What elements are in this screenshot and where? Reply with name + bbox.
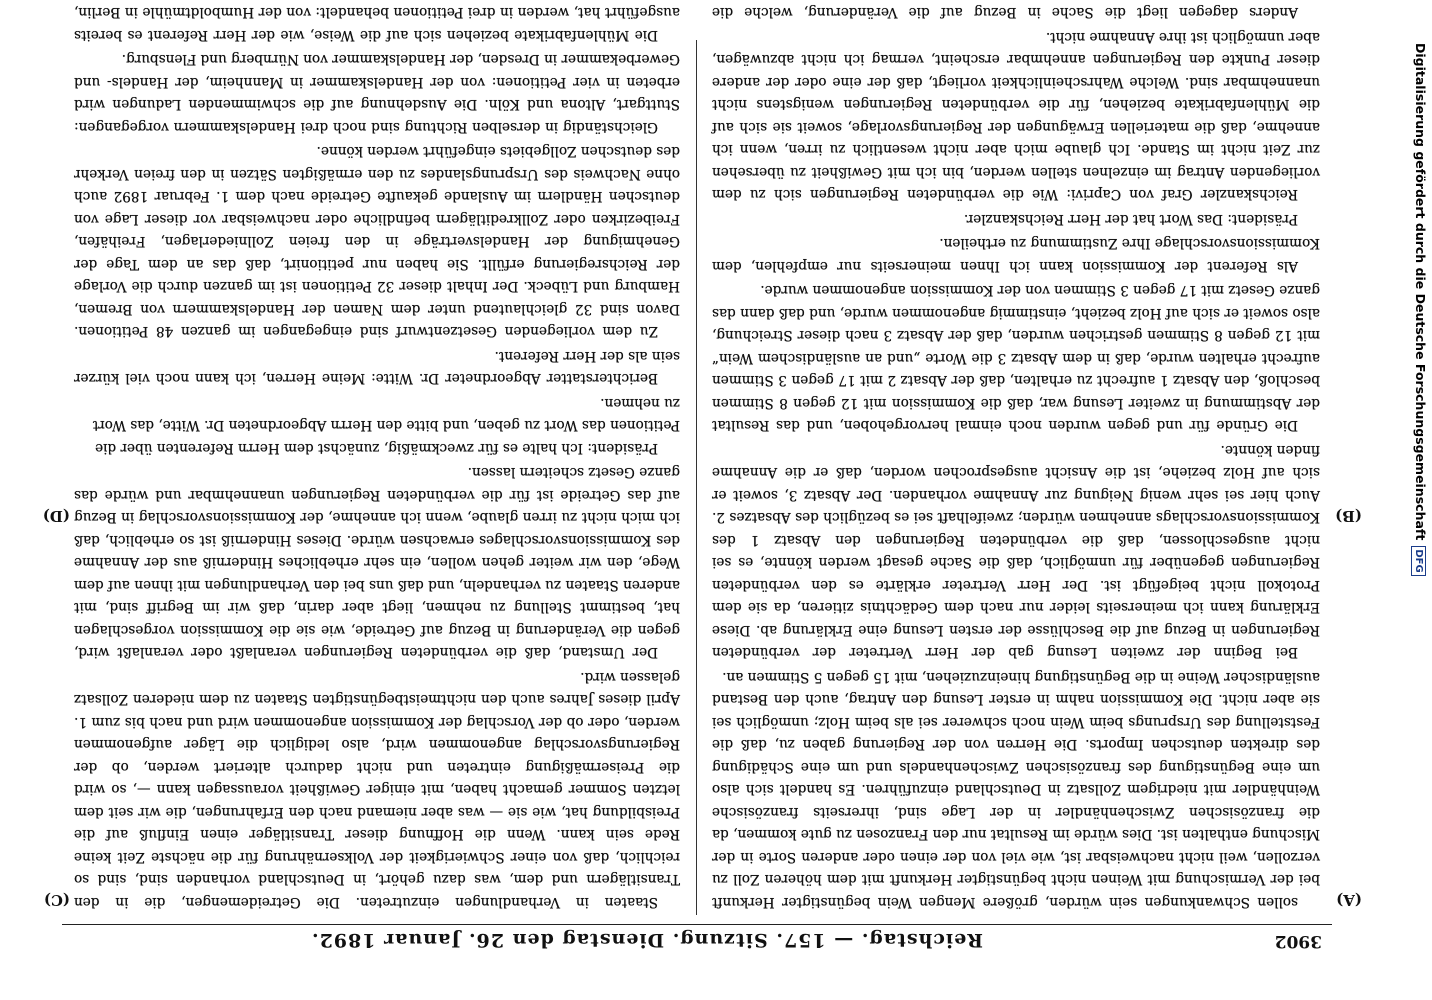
right-column xyxy=(74,4,680,913)
speaker-paragraph: Reichskanzler Graf von Caprivi: Wie die verbündeten Regierungen sich zu dem vorliegenden Antrag im einzelnen stellen werden, bin ich mit Gewißheit zu übersehen zur Zeit nicht im Stande. Ich glaube mich aber nicht wesentlich zu irren, wenn ich annehme, daß die materiellen Erwägungen der Regierungsvorlage, soweit sie sich auf die Mühlenfabrikate beziehen, für die verbündeten Regierungen wenigstens nicht unannehmbar sind. Welche Wahrscheinlichkeit vorliegt, daß der eine oder der andere dieser Punkte den Regierungen annehmbar erscheint, vermag ich nicht abzuwägen, aber unmöglich ist ihre Annahme nicht. xyxy=(712,29,1320,203)
paragraph: Die Mühlenfabrikate beziehen sich auf die Weise, wie der Herr Referent es bereits ausgeführt hat, werden in drei Petitionen behandelt: von der Humboldtmühle in Berlin, xyxy=(74,4,680,43)
paragraph: Als Referent der Kommission kann ich Ihnen meinerseits nur empfehlen, dem Kommissionsvorschlage Ihre Zustimmung zu ertheilen. xyxy=(712,235,1320,274)
paragraph: Gleichständig in derselben Richtung sind noch drei Handelskammern vorgegangen: Stuttgart, Altona und Köln. Die Ausdehnung auf die schwimmenden Ladungen wird erbeten in vier Petitionen: von der Handelskammer in Mannheim, der Handels- und Gewerbekammer in Dresden, der Handelskammer von Nürnberg und Flensburg. xyxy=(74,51,680,135)
paragraph: sollen Schwankungen sein würden, größere Mengen Wein begünstigter Herkunft bei der Vermischung mit Weinen nicht begünstigter Herkunft mit dem höheren Zoll zu verzollen, weil nicht nachweisbar ist, wie viel von der einen oder anderen Sorte in der Mischung enthalten ist. Dies würde im Resultat nur den Franzosen zu gute kommen, da die französischen Zwischenhändler in der Lage sind, ihrerseits französische Weinhändler mit niedrigem Zollsatz in Deutschland einzuführen. Es handelt sich also um eine Begünstigung des französischen Zwischenhandels und um eine Schädigung des direkten deutschen Imports. Die Herren von der Regierung gaben zu, daß die Feststellung des Ursprungs beim Wein noch schwerer sei als beim Holz; unmöglich sei sie aber nicht. Die Kommission nahm in erster Lesung den Antrag, auch den Bestand ausländischer Weine in die Begünstigung hineinzuziehen, mit 15 gegen 5 Stimmen an. xyxy=(712,669,1320,910)
paragraph: Anders dagegen liegt die Sache in Bezug auf die Veränderung, welche die xyxy=(712,4,1298,21)
document-page xyxy=(42,4,1362,955)
paragraph: Zu dem vorliegenden Gesetzentwurf sind eingegangen im ganzen 48 Petitionen. Davon sind 32 gleichlautend unter dem Namen der Handelskammern von Bremen, Hamburg und Lübeck. Der Inhalt dieser 32 Petitionen ist im ganzen durch die Vorlage der Reichsregierung erfüllt. Sie haben nur petitionirt, daß das an dem Tage der Genehmigung der Handelsverträge in den freien Zollniederlagen, Freihäfen, Freibezirken oder Zollkreditlägern befindliche oder nachweisbar vor dieser Lage von deutschen Händlern im Auslande gekaufte Getreide nach dem 1. Februar 1892 auch ohne Nachweis des Ursprungslandes zu den ermäßigten Sätzen in den freien Verkehr des deutschen Zollgebiets eingeführt werden könne. xyxy=(74,143,680,340)
speaker-paragraph: Präsident: Das Wort hat der Herr Reichskanzler. xyxy=(963,211,1298,227)
paragraph: Bei Beginn der zweiten Lesung gab der Herr Vertreter der verbündeten Regierungen in Bezug auf die Beschlüsse der ersten Lesung eine Erklärung ab. Diese Erklärung kann ich meinerseits leider nur nach dem Gedächtnis zitieren, da sie dem Protokoll nicht beigefügt ist. Der Herr Vertreter erklärte es den verbündeten Regierungen gegenüber für unmöglich, daß die Sache gesagt werden könnte, es sei nicht ausgeschlossen, daß die verbündeten Regierungen den Absatz 1 des Kommissionsvorschlags annehmen würden; zweifelhaft sei es bezüglich des Absatzes 2. Auch hier sei sehr wenig Neigung zur Annahme vorhanden. Der Absatz 3, soweit er sich auf Holz beziehe, ist die Ansicht ausgesprochen worden, daß er die Annahme finden könnte. xyxy=(712,442,1320,661)
paragraph: Der Umstand, daß die verbündeten Regierungen veranlaßt oder veranlaßt wird, gegen die Veränderung in Bezug auf Getreide, wie sie die Kommission vorgeschlagen hat, bestimmt Stellung zu nehmen, liegt aber darin, daß wir im Begriff sind, mit anderen Staaten zu verhandeln, und daß uns bei den Verhandlungen mit ihnen auf dem Wege, den wir weiter gehen wollen, ein sehr erhebliches Hinderniß aus der Annahme des Kommissionsvorschlages erwachsen würde. Dieses Hinderniß ist so erheblich, daß ich mich nicht zu irren glaube, wenn ich annehme, der Kommissionsvorschlag in Bezug auf das Getreide ist für die verbündeten Regierungen unannehmbar und würde das ganze Gesetz scheitern lassen. xyxy=(74,464,680,661)
margin-mark-c: (C) xyxy=(43,891,70,909)
paragraph: Die Gründe für und gegen wurden noch einmal hervorgehoben, und das Resultat der Abstimmung in zweiter Lesung war, daß die Kommission mit 12 gegen 8 Stimmen beschloß, den Absatz 1 aufrecht zu erhalten, daß der Absatz 2 mit 17 gegen 3 Stimmen aufrecht erhalten wurde, daß in dem Absatz 3 die Worte „und an ausländischem Wein“ mit 12 gegen 8 Stimmen gestrichen wurden, daß der Absatz 3 nach dieser Streichung, also soweit er sich auf Holz bezieht, einstimmig angenommen wurde, und daß dann das ganze Gesetz mit 17 gegen 3 Stimmen von der Kommission angenommen wurde. xyxy=(712,282,1320,434)
speaker-paragraph: Präsident: Ich halte es für zweckmäßig, zunächst dem Herrn Referenten über die Petitionen das Wort zu geben, und bitte den Herrn Abgeordneten Dr. Witte, das Wort zu nehmen. xyxy=(92,395,680,456)
column-divider xyxy=(696,40,697,915)
page-header xyxy=(62,924,1332,955)
credit-text: Digitalisierung gefördert durch die Deutsche Forschungsgemeinschaft xyxy=(1413,43,1428,541)
margin-mark-a: (A) xyxy=(1336,891,1362,909)
speaker-paragraph: Berichterstatter Abgeordneter Dr. Witte: Meine Herren, ich kann noch viel kürzer sein als der Herr Referent. xyxy=(74,348,680,387)
left-column xyxy=(712,4,1320,913)
running-title: Reichstag. — 157. Sitzung. Dienstag den 26. Januar 1892. xyxy=(310,929,984,951)
margin-mark-b: (B) xyxy=(1335,507,1362,525)
digitization-credit xyxy=(1406,43,1428,993)
digitization-footer xyxy=(1404,45,1428,995)
paragraph: Staaten in Verhandlungen einzutreten. Die Getreidemengen, die in den Transitlägern und dem, was dazu gehört, in Deutschland vorhanden sind, sind so reichlich, daß von einer Schwierigkeit der Volksernährung für die nächste Zeit keine Rede sein kann. Wenn die Hoffnung dieser Transitläger einen Einfluß auf die Preisbildung hat, wie sie — was aber niemand nach den Erfahrungen, die wir seit dem letzten Sommer gemacht haben, mit einiger Gewißheit voraussagen kann —, so wird die Preisermäßigung eintreten und nicht dadurch alteriert werden, ob der Regierungsvorschlag angenommen wird, also lediglich die Läger aufgenommen werden, oder ob der Vorschlag der Kommission angenommen wird und nach bis zum 1. April dieses Jahres auch den nichtmeistbegünstigten Staaten zu dem niederen Zollsatz gelassen wird. xyxy=(74,669,680,910)
margin-mark-d: (D) xyxy=(42,507,70,525)
page-number: 3902 xyxy=(1274,931,1322,951)
dfg-logo: DFG xyxy=(1411,546,1426,575)
